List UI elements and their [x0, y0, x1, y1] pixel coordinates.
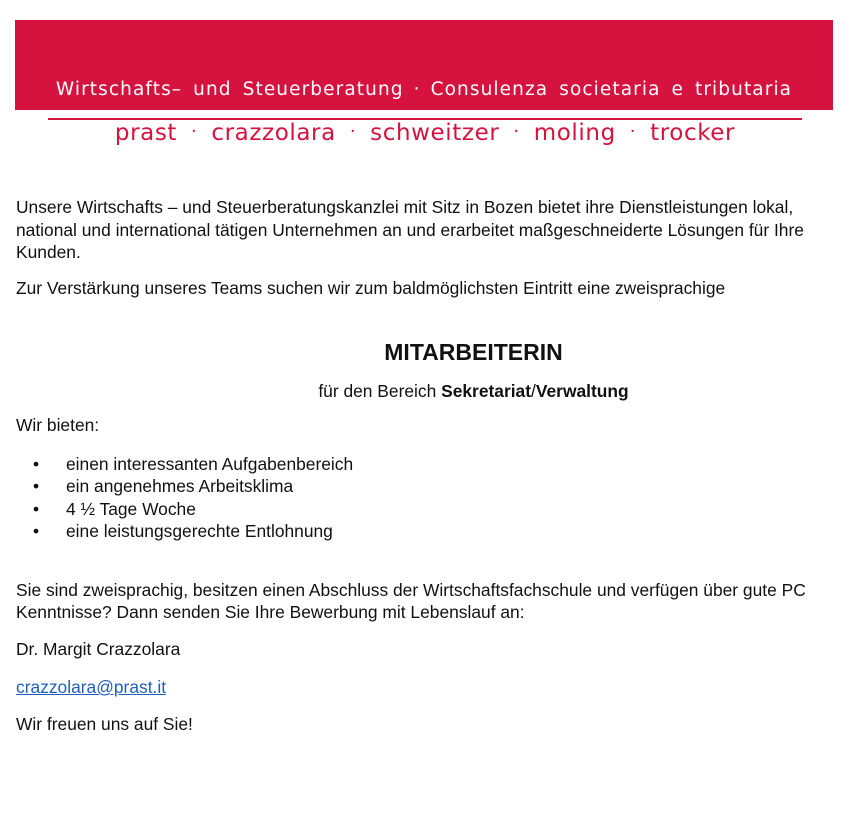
- partner-separator: ·: [191, 121, 198, 142]
- list-item: • 4 ½ Tage Woche: [16, 498, 816, 521]
- banner-tagline: [15, 79, 833, 100]
- partner-name: prast: [114, 120, 178, 146]
- partner-separator: ·: [513, 121, 520, 142]
- position-title: MITARBEITERIN: [384, 339, 563, 365]
- offer-list: [16, 453, 816, 543]
- partner-name: trocker: [650, 120, 736, 146]
- partner-name: schweitzer: [370, 120, 500, 146]
- closing-text: Wir freuen uns auf Sie!: [16, 713, 193, 734]
- area-prefix: für den Bereich: [318, 380, 442, 401]
- list-item: • eine leistungsgerechte Entlohnung: [16, 520, 816, 543]
- area-slash: /: [531, 380, 536, 401]
- partner-separator: ·: [629, 121, 637, 142]
- header-banner: [15, 20, 833, 110]
- position-area: [131, 380, 816, 403]
- list-item: • einen interessanten Aufgabenbereich: [16, 453, 816, 476]
- partner-separator: ·: [349, 121, 357, 142]
- search-paragraph: Zur Verstärkung unseres Teams suchen wir zum baldmöglichsten Eintritt eine zweisprachige: [16, 277, 726, 298]
- contact-email-link[interactable]: crazzolara@prast.it: [16, 677, 167, 697]
- area-department-secretariat: Sekretariat: [441, 380, 532, 401]
- offer-heading: Wir bieten:: [16, 415, 100, 435]
- banner-tagline-italian: Consulenza societaria e tributaria: [430, 79, 793, 100]
- job-posting-body: [16, 196, 816, 735]
- list-item: • ein angenehmes Arbeitsklima: [16, 475, 816, 498]
- partner-name: crazzolara: [211, 120, 336, 146]
- requirements-paragraph: Sie sind zweisprachig, besitzen einen Abschluss der Wirtschaftsfachschule und verfügen über gute PC Kenntnisse? Dann senden Sie Ihre Bewerbung mit Lebenslauf an:: [16, 579, 806, 622]
- banner-separator: ·: [413, 79, 421, 100]
- partner-names: [0, 120, 850, 146]
- intro-paragraph: Unsere Wirtschafts – und Steuerberatungskanzlei mit Sitz in Bozen bietet ihre Dienstleistungen lokal, national und international tätigen Unternehmen an und erarbeitet maßgeschneiderte Lösungen für Ihre Kunden.: [16, 197, 804, 262]
- area-department-administration: Verwaltung: [535, 380, 629, 401]
- contact-name: Dr. Margit Crazzolara: [16, 638, 181, 659]
- partner-name: moling: [533, 120, 616, 146]
- banner-tagline-german: Wirtschafts– und Steuerberatung: [55, 79, 404, 100]
